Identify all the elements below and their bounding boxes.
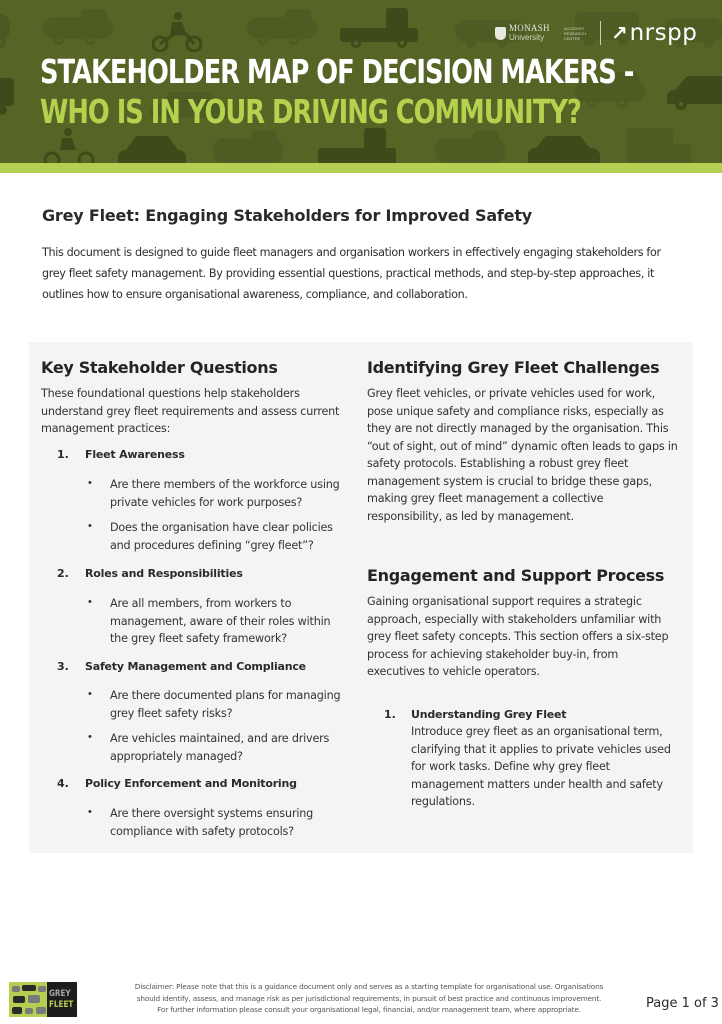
question-group-number: 3. bbox=[57, 660, 69, 673]
car-icon bbox=[0, 78, 22, 118]
page-number: Page 1 of 3 bbox=[646, 996, 719, 1011]
question-group-title: Roles and Responsibilities bbox=[85, 567, 243, 580]
question-item: Are there members of the workforce using private vehicles for work purposes? bbox=[110, 478, 340, 509]
question-group-title: Fleet Awareness bbox=[85, 448, 185, 461]
question-item: Are vehicles maintained, and are drivers appropriately managed? bbox=[110, 732, 330, 763]
question-group-title: Safety Management and Compliance bbox=[85, 660, 306, 673]
bullet-icon: • bbox=[88, 520, 92, 532]
banner-subtitle: WHO IS IN YOUR DRIVING COMMUNITY? bbox=[40, 92, 581, 131]
ute-icon bbox=[318, 128, 400, 163]
disclaimer-line: should identify, assess, and manage risk as per jurisdictional requirements, in pursuit of best practice and continuous improvement. bbox=[136, 993, 602, 1003]
bullet-icon: • bbox=[88, 806, 92, 818]
monash-logo bbox=[495, 24, 550, 42]
bullet-icon: • bbox=[88, 596, 92, 608]
nrspp-arrow-icon: ↗ bbox=[610, 21, 628, 45]
question-item: Are all members, from workers to management, aware of their roles within the grey fleet safety framework? bbox=[110, 597, 331, 645]
car-icon bbox=[118, 134, 188, 163]
car-icon bbox=[528, 134, 600, 163]
document-title: Grey Fleet: Engaging Stakeholders for Improved Safety bbox=[42, 206, 533, 225]
partner-logos bbox=[495, 16, 697, 50]
vehicles-icon bbox=[9, 982, 47, 1017]
step-number: 1. bbox=[384, 708, 396, 721]
disclaimer-line: For further information please consult your organisational legal, financial, and/or management team, where appropriate. bbox=[157, 1005, 581, 1014]
content-panel bbox=[29, 342, 693, 853]
car-icon bbox=[667, 74, 722, 114]
logo-text-grey: GREY bbox=[49, 988, 71, 999]
logo-divider bbox=[600, 21, 601, 45]
header-banner bbox=[0, 0, 722, 163]
disclaimer-line: Disclaimer: Please note that this is a guidance document only and serves as a starting template for organisational use. Organisations bbox=[134, 982, 604, 991]
engagement-heading: Engagement and Support Process bbox=[367, 566, 665, 585]
van-icon bbox=[213, 130, 285, 163]
banner-title: STAKEHOLDER MAP OF DECISION MAKERS - bbox=[40, 52, 634, 91]
engagement-body: Gaining organisational support requires a strategic approach, especially with stakeholders unfamiliar with grey fleet safety concepts. This section offers a six-step process for achieving stakeholder buy-in, from executives to vehicle operators. bbox=[367, 595, 669, 678]
van-icon bbox=[43, 9, 115, 45]
grey-fleet-logo bbox=[9, 982, 77, 1017]
question-group-number: 4. bbox=[57, 777, 69, 790]
banner-accent-strip bbox=[0, 163, 722, 173]
question-item: Are there oversight systems ensuring compliance with safety protocols? bbox=[110, 807, 314, 838]
question-item: Does the organisation have clear policies and procedures defining “grey fleet”? bbox=[110, 521, 333, 552]
arc-logo: ACCIDENT RESEARCH CENTRE bbox=[563, 25, 587, 41]
question-item: Are there documented plans for managing grey fleet safety risks? bbox=[110, 689, 341, 720]
van-icon bbox=[435, 130, 507, 163]
key-questions-heading: Key Stakeholder Questions bbox=[41, 358, 278, 377]
bullet-icon: • bbox=[88, 688, 92, 700]
step-text: Introduce grey fleet as an organisational term, clarifying that it applies to private vehicles used for work tasks. Define why grey fleet management matters under health and safety regulations. bbox=[411, 725, 671, 808]
van-icon bbox=[247, 9, 319, 45]
question-group-number: 1. bbox=[57, 448, 69, 461]
car-icon bbox=[0, 8, 14, 48]
truck-icon bbox=[627, 128, 693, 163]
monash-name: MONASH bbox=[509, 23, 550, 33]
challenges-heading: Identifying Grey Fleet Challenges bbox=[367, 358, 660, 377]
nrspp-text: nrspp bbox=[629, 20, 698, 46]
ute-icon bbox=[340, 6, 422, 48]
disclaimer bbox=[104, 981, 634, 1016]
step-title: Understanding Grey Fleet bbox=[411, 708, 567, 721]
monash-sub: University bbox=[509, 33, 545, 42]
key-questions-intro: These foundational questions help stakeholders understand grey fleet requirements and assess current management practices: bbox=[41, 387, 340, 435]
document-intro: This document is designed to guide fleet managers and organisation workers in effectively engaging stakeholders for grey fleet safety management. By providing essential questions, practical methods, and step-by-step approaches, it outlines how to ensure organisational awareness, compliance, and collaboration. bbox=[42, 246, 661, 301]
motorbike-icon bbox=[44, 128, 96, 163]
challenges-body: Grey fleet vehicles, or private vehicles used for work, pose unique safety and compliance risks, especially as they are not directly managed by the organisation. This “out of sight, out of mind” dynamic often leads to gaps in safety protocols. Establishing a robust grey fleet management system is crucial to bridge these gaps, making grey fleet management a collective responsibility, as led by management. bbox=[367, 387, 678, 523]
bullet-icon: • bbox=[88, 731, 92, 743]
monash-crest-icon bbox=[495, 27, 506, 40]
nrspp-logo bbox=[611, 20, 697, 46]
question-group-title: Policy Enforcement and Monitoring bbox=[85, 777, 297, 790]
logo-text-fleet: FLEET bbox=[49, 999, 74, 1010]
motorbike-icon bbox=[152, 12, 204, 52]
question-group-number: 2. bbox=[57, 567, 69, 580]
bullet-icon: • bbox=[88, 477, 92, 489]
